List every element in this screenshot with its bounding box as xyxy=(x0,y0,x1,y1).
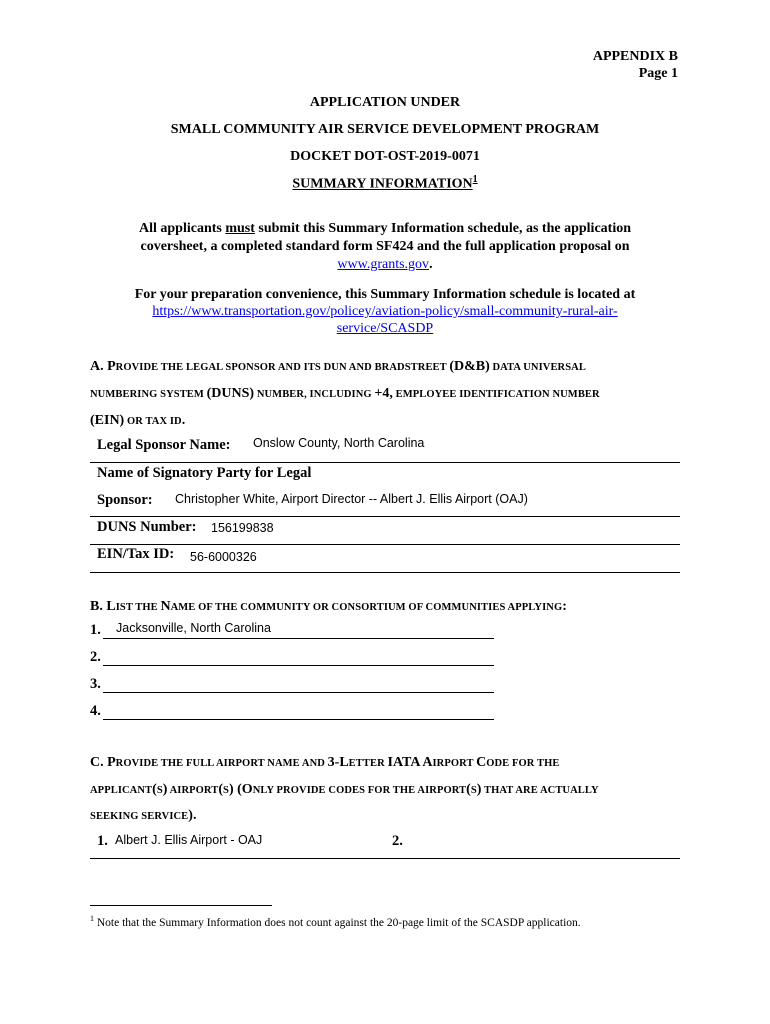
heading-segment: ( xyxy=(466,782,471,797)
heading-segment: ( xyxy=(218,782,224,797)
community-item-number: 1. xyxy=(90,622,101,638)
legal-sponsor-label: Legal Sponsor Name: xyxy=(97,437,231,453)
summary-title-text: SUMMARY INFORMATION xyxy=(292,176,473,192)
community-item-underline xyxy=(103,692,494,693)
airport-item-1-value[interactable]: Albert J. Ellis Airport - OAJ xyxy=(115,833,263,847)
heading-segment: . xyxy=(181,413,186,428)
duns-rule xyxy=(90,544,680,545)
heading-segment: IATA A xyxy=(387,755,433,770)
intro-p1-line1 xyxy=(0,221,770,237)
footnote-text: Note that the Summary Information does not count against the 20-page limit of the SCASDP application. xyxy=(94,916,581,929)
page-number: Page 1 xyxy=(638,66,678,81)
heading-segment: ROVIDE THE FULL AIRPORT NAME AND xyxy=(115,758,328,769)
heading-segment: ). xyxy=(188,808,197,823)
heading-segment: OR TAX ID xyxy=(124,416,182,427)
legal-sponsor-rule xyxy=(90,462,680,463)
ein-label: EIN/Tax ID: xyxy=(97,546,175,562)
section-c-heading-line2 xyxy=(90,780,599,798)
heading-segment: ) xyxy=(162,782,168,797)
signatory-label-line1: Name of Signatory Party for Legal xyxy=(97,465,312,481)
section-a-heading-line2 xyxy=(90,384,600,402)
title-line-1: APPLICATION UNDER xyxy=(309,95,461,110)
duns-label: DUNS Number: xyxy=(97,519,197,535)
summary-title xyxy=(0,174,770,193)
footnote-separator xyxy=(90,905,272,906)
section-a-heading-line3 xyxy=(90,411,185,429)
heading-segment: +4, xyxy=(374,386,393,401)
heading-segment: B. L xyxy=(90,599,116,614)
heading-segment: 3-L xyxy=(327,755,349,770)
grants-gov-link[interactable]: www.grants.gov xyxy=(337,257,430,272)
heading-segment: : xyxy=(562,599,567,614)
section-c-heading-line3 xyxy=(90,806,196,824)
scasdp-link-part1[interactable]: https://www.transportation.gov/policey/aviation-policy/small-community-rural-air- xyxy=(152,304,618,319)
heading-segment: NLY PROVIDE CODES FOR THE AIRPORT xyxy=(252,785,467,796)
heading-segment: AME OF THE COMMUNITY OR CONSORTIUM OF COMMUNITIES APPLYING xyxy=(170,602,563,613)
heading-segment: N xyxy=(160,599,171,614)
intro-p1-end: . xyxy=(429,257,433,272)
section-b-heading xyxy=(90,597,567,615)
ein-value[interactable]: 56-6000326 xyxy=(190,550,257,564)
heading-segment: NUMBER, INCLUDING xyxy=(254,389,375,400)
heading-segment: (EIN) xyxy=(90,413,125,428)
heading-segment: ( xyxy=(152,782,157,797)
signatory-rule xyxy=(90,516,680,517)
section-c-heading-line1 xyxy=(90,753,560,771)
duns-value[interactable]: 156199838 xyxy=(211,521,274,535)
footnote-reference: 1 xyxy=(472,174,478,185)
title-line-3: DOCKET DOT-OST-2019-0071 xyxy=(290,149,480,164)
title-line-2: SMALL COMMUNITY AIR SERVICE DEVELOPMENT PROGRAM xyxy=(170,122,600,137)
heading-segment: NUMBERING SYSTEM xyxy=(90,389,207,400)
footnote-number: 1 xyxy=(90,914,94,923)
heading-segment: S xyxy=(156,785,163,796)
appendix-label: APPENDIX B xyxy=(592,49,678,64)
heading-segment: C. P xyxy=(90,755,116,770)
heading-segment: (DUNS) xyxy=(206,386,255,401)
heading-segment: S xyxy=(470,785,477,796)
heading-segment: ) (O xyxy=(228,782,253,797)
ein-rule xyxy=(90,572,680,573)
heading-segment: A. P xyxy=(90,359,116,374)
heading-segment: ETTER xyxy=(348,758,388,769)
heading-segment: C xyxy=(476,755,487,770)
heading-segment: S xyxy=(223,785,229,796)
section-a-heading-line1 xyxy=(90,357,586,375)
legal-sponsor-value[interactable]: Onslow County, North Carolina xyxy=(253,436,425,450)
scasdp-link-part2[interactable]: service/SCASDP xyxy=(336,321,434,336)
community-item-underline xyxy=(103,638,494,639)
intro-p2-line3 xyxy=(0,321,770,337)
airport-item-1-number: 1. xyxy=(97,833,108,849)
heading-segment: DATA UNIVERSAL xyxy=(489,362,586,373)
intro-p1-a: All applicants xyxy=(138,221,226,236)
heading-segment: THAT ARE ACTUALLY xyxy=(481,785,599,796)
heading-segment: (D&B) xyxy=(449,359,490,374)
community-item-value[interactable]: Jacksonville, North Carolina xyxy=(116,621,271,635)
intro-p2-line2 xyxy=(0,304,770,320)
signatory-value[interactable]: Christopher White, Airport Director -- Albert J. Ellis Airport (OAJ) xyxy=(175,492,528,506)
community-item xyxy=(90,674,494,694)
airport-rule xyxy=(90,858,680,859)
heading-segment: APPLICANT xyxy=(90,785,153,796)
heading-segment: AIRPORT xyxy=(167,785,219,796)
community-item xyxy=(90,701,494,721)
signatory-label-line2: Sponsor: xyxy=(97,492,153,508)
heading-segment: EMPLOYEE IDENTIFICATION NUMBER xyxy=(392,389,600,400)
community-item xyxy=(90,620,494,640)
heading-segment: ) xyxy=(476,782,482,797)
community-item-number: 4. xyxy=(90,703,101,719)
airport-item-2-number: 2. xyxy=(392,833,403,849)
intro-p1-must: must xyxy=(225,221,255,236)
heading-segment: ROVIDE THE LEGAL SPONSOR AND ITS xyxy=(115,362,324,373)
intro-p1-line2: coversheet, a completed standard form SF424 and the full application proposal on xyxy=(140,239,630,254)
intro-p1-b: submit this Summary Information schedule, as the application xyxy=(254,221,631,236)
heading-segment: IRPORT xyxy=(432,758,477,769)
heading-segment: IST THE xyxy=(115,602,161,613)
footnote xyxy=(90,914,581,929)
community-item xyxy=(90,647,494,667)
community-item-number: 2. xyxy=(90,649,101,665)
community-item-underline xyxy=(103,665,494,666)
heading-segment: ODE FOR THE xyxy=(486,758,560,769)
community-item-number: 3. xyxy=(90,676,101,692)
heading-segment: AND BRADSTREET xyxy=(346,362,450,373)
intro-p1-line3 xyxy=(0,257,770,273)
community-item-underline xyxy=(103,719,494,720)
heading-segment: DUN xyxy=(323,362,347,373)
intro-p2-line1: For your preparation convenience, this Summary Information schedule is located at xyxy=(134,287,636,302)
heading-segment: SEEKING SERVICE xyxy=(90,811,189,822)
